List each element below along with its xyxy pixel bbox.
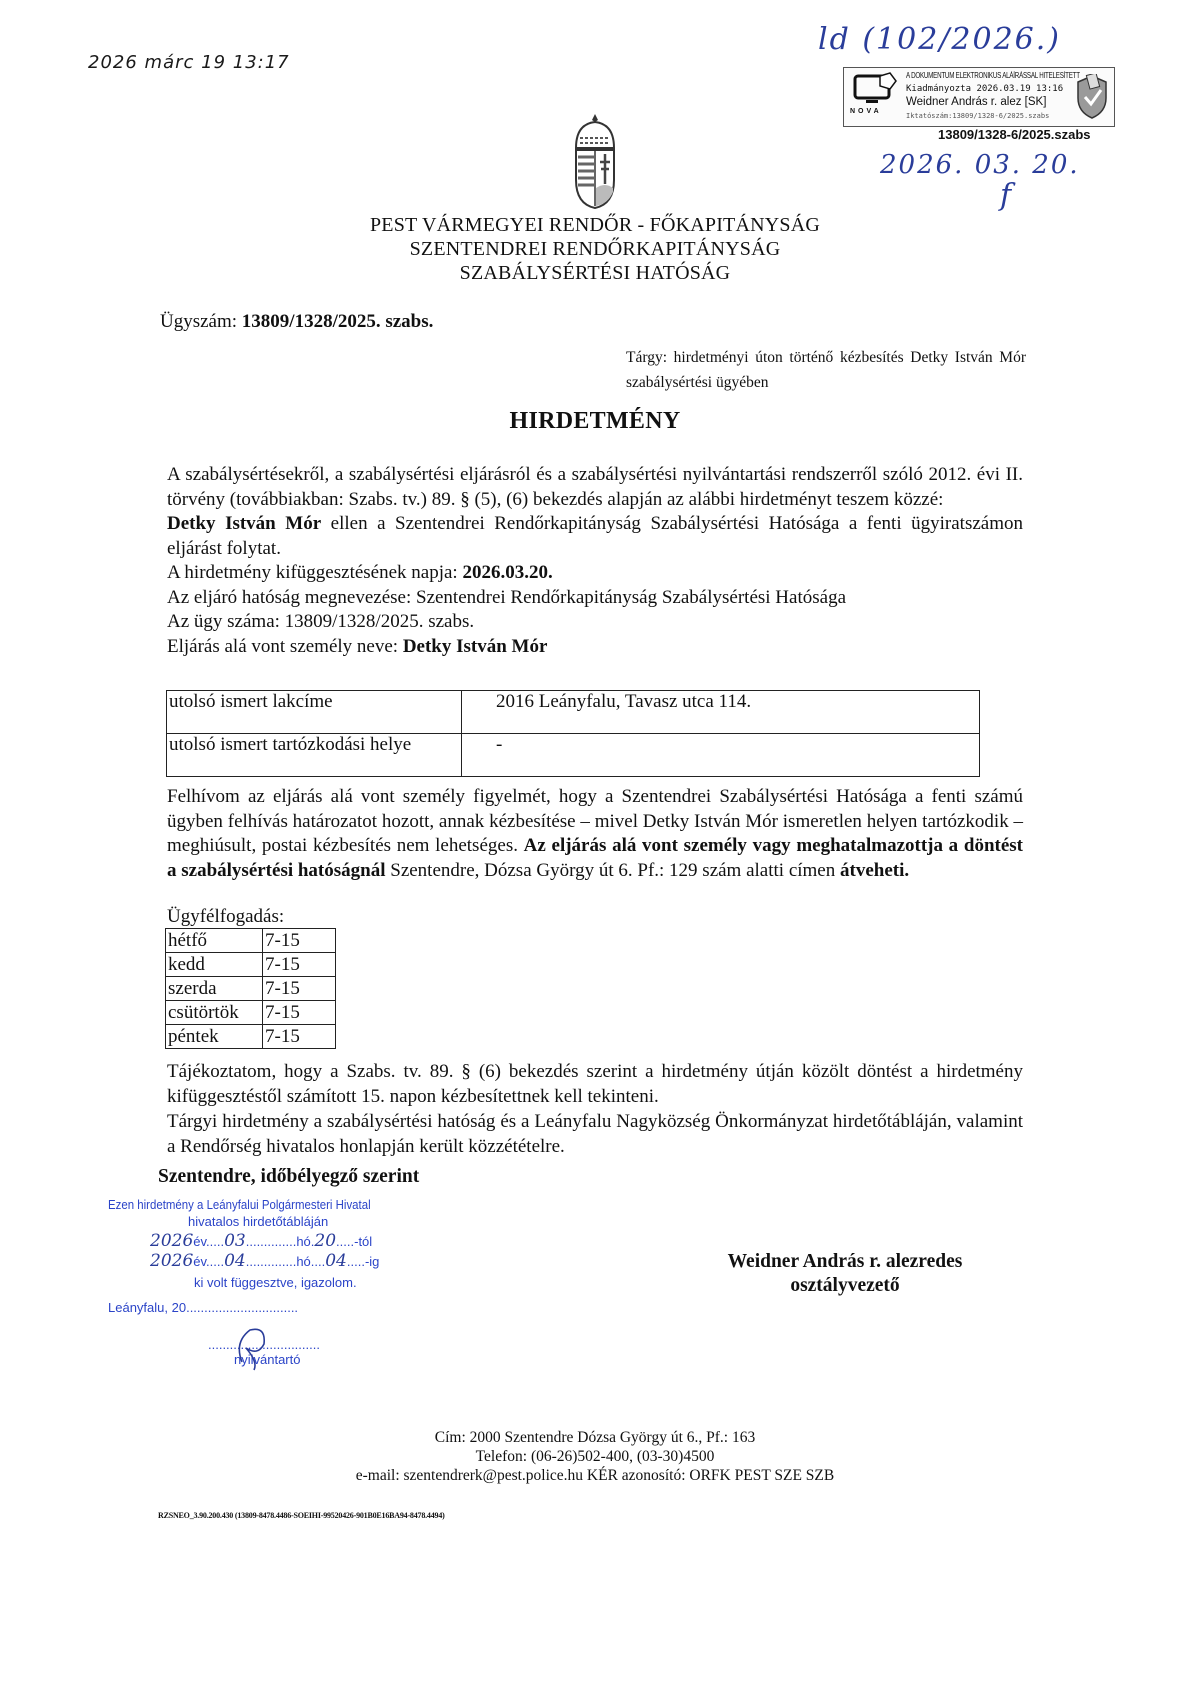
day-cell: péntek — [166, 1025, 263, 1049]
info-paragraph: Tájékoztatom, hogy a Szabs. tv. 89. § (6) bekezdés szerint a hirdetmény útján közölt döntést a hirdetmény kifüggesztéstől számított 15. napon kézbesítettnek kell tekinteni. — [167, 1061, 1023, 1107]
table-row — [167, 734, 980, 777]
stamp-to-year: 2026 — [150, 1251, 194, 1271]
person-name-value: Detky István Mór — [402, 635, 548, 657]
case-number-value: 13809/1328/2025. szabs. — [241, 311, 434, 332]
address-value-cell: 2016 Leányfalu, Tavasz utca 114. — [462, 691, 980, 734]
authority-line — [167, 586, 1023, 611]
table-row — [166, 1001, 336, 1025]
person-paragraph-text: ellen a Szentendrei Rendőrkapitányság Szabálysértési Hatósága a fenti ügyiratszámon eljárást folytat. — [167, 513, 1023, 559]
notice-text-2: Szentendre, Dózsa György út 6. Pf.: 129 szám alatti címen — [385, 859, 840, 881]
body-section — [167, 463, 1023, 659]
org-name-line1: PEST VÁRMEGYEI RENDŐR - FŐKAPITÁNYSÁG — [369, 214, 821, 236]
coat-of-arms-icon — [570, 112, 620, 210]
day-cell: kedd — [166, 953, 263, 977]
electronic-signature-stamp — [843, 67, 1115, 127]
handwritten-date-note: 2026. 03. 20. — [880, 150, 1080, 180]
footer-address: Cím: 2000 Szentendre Dózsa György út 6., Pf.: 163 — [434, 1429, 756, 1446]
stamp-from-day: 20 — [314, 1231, 337, 1251]
stamp-month-label: hó — [296, 1254, 311, 1269]
handwritten-reference-note: ld (102/2026.) — [818, 22, 1061, 57]
stamp-place-line: Leányfalu, 20............................... — [108, 1300, 299, 1315]
office-hours-table — [165, 928, 336, 1049]
stamp-line1: Ezen hirdetmény a Leányfalui Polgármesteri Hivatal — [108, 1197, 371, 1212]
footer-phone: Telefon: (06-26)502-400, (03-30)4500 — [475, 1448, 715, 1465]
day-cell: csütörtök — [166, 1001, 263, 1025]
stamp-to-day: 04 — [325, 1251, 347, 1271]
stamp-year-label: év — [193, 1254, 207, 1269]
monitor-logo-icon — [852, 72, 900, 108]
stamp-from-suffix: -tól — [354, 1234, 373, 1249]
day-cell: szerda — [166, 977, 263, 1001]
notice-text-bold: Az eljárás alá vont személy vagy meghatalmazottja a döntést a szabálysértési hatóságnál — [167, 835, 1023, 881]
person-name-line — [167, 635, 1023, 660]
stamp-to-month: 04 — [224, 1251, 246, 1271]
stamp-to-line: 2026év.....04..............hó....04.....-ig — [150, 1251, 380, 1271]
shield-check-icon — [1074, 74, 1110, 120]
stamp-from-month: 03 — [224, 1231, 246, 1251]
esig-header: A DOKUMENTUM ELEKTRONIKUS ALÁÍRÁSSAL HITELESÍTETT — [906, 71, 1080, 80]
footer-email: e-mail: szentendrerk@pest.police.hu KÉR azonosító: ORFK PEST SZE SZB — [355, 1467, 835, 1484]
notice-text-1: Felhívom az eljárás alá vont személy figyelmét, hogy a Szentendrei Szabálysértési Hatósága a fenti számú ügyben felhívás határozatot hozott, annak kézbesítése – mivel Detky István Mór ismeretlen helyen tartózkodik – meghiúsult, postai kézbesítés nem lehetséges. — [167, 786, 1023, 856]
stamp-role: nyilvántartó — [234, 1352, 301, 1367]
case-number-label: Ügyszám: — [160, 311, 242, 332]
document-code: RZSNEO_3.90.200.430 (13809-8478.4486-SOEIHI-99520426-901B0E16BA94-8478.4494) — [158, 1511, 445, 1520]
publication-paragraph: Tárgyi hirdetmény a szabálysértési hatóság és a Leányfalu Nagyközség Önkormányzat hirdetőtábláján, valamint a Rendőrség hivatalos honlapján került közzétételre. — [167, 1111, 1023, 1157]
document-id: 13809/1328-6/2025.szabs — [938, 127, 1091, 142]
person-name-label: Eljárás alá vont személy neve: — [167, 635, 403, 657]
subject-label: Tárgy: — [626, 349, 668, 366]
intro-paragraph: A szabálysértésekről, a szabálysértési eljárásról és a szabálysértési nyilvántartási rendszerről szóló 2012. évi II. törvény (továbbiakban: Szabs. tv.) 89. § (5), (6) bekezdés alapján az alábbi hirdetményt teszem közzé: — [167, 464, 1023, 510]
person-name-bold: Detky István Mór — [167, 513, 322, 534]
authority-label: Az eljáró hatóság megnevezése: — [167, 586, 416, 608]
signer-name: Weidner András r. alezredes — [727, 1251, 963, 1272]
residence-label-cell: utolsó ismert tartózkodási helye — [167, 734, 462, 777]
esig-issued: Kiadmányozta 2026.03.19 13:16 — [906, 84, 1064, 94]
address-label-cell: utolsó ismert lakcíme — [167, 691, 462, 734]
hours-cell: 7-15 — [263, 1025, 336, 1049]
table-row — [166, 953, 336, 977]
notice-paragraph — [167, 785, 1023, 883]
case-value: 13809/1328/2025. szabs. — [284, 611, 475, 632]
authority-value: Szentendrei Rendőrkapitányság Szabálysértési Hatósága — [416, 586, 846, 608]
nova-logo-text: NOVA — [850, 108, 882, 115]
stamp-from-line: 2026év.....03..............hó.20.....-tól — [150, 1231, 373, 1251]
table-row — [166, 977, 336, 1001]
office-hours-label: Ügyfélfogadás: — [167, 906, 285, 927]
posting-stamp — [108, 1197, 448, 1367]
stamp-place: Leányfalu, 20 — [108, 1300, 187, 1315]
posting-date-line — [167, 561, 1023, 586]
notice-text-bold-2: átveheti. — [840, 859, 910, 881]
posting-date-label: A hirdetmény kifüggesztésének napja: — [167, 562, 463, 583]
esig-signer: Weidner András r. alez [SK] — [906, 96, 1047, 108]
table-row — [166, 1025, 336, 1049]
place-and-date: Szentendre, időbélyegző szerint — [158, 1166, 420, 1187]
document-title: HIRDETMÉNY — [509, 408, 681, 434]
hours-cell: 7-15 — [263, 953, 336, 977]
person-paragraph — [167, 512, 1023, 561]
handwritten-receipt-timestamp: 2026 márc 19 13:17 — [88, 52, 290, 73]
stamp-from-year: 2026 — [150, 1231, 194, 1251]
org-name-line2: SZENTENDREI RENDŐRKAPITÁNYSÁG — [409, 238, 781, 260]
hours-cell: 7-15 — [263, 977, 336, 1001]
stamp-dots: ............................... — [208, 1337, 320, 1352]
hours-cell: 7-15 — [263, 1001, 336, 1025]
stamp-year-label: év — [193, 1234, 207, 1249]
posting-date-value: 2026.03.20. — [462, 562, 553, 583]
hours-cell: 7-15 — [263, 929, 336, 953]
case-number — [160, 311, 433, 333]
stamp-line5: ki volt függesztve, igazolom. — [194, 1275, 357, 1290]
signer-title: osztályvezető — [790, 1275, 900, 1296]
stamp-line2: hivatalos hirdetőtábláján — [188, 1214, 329, 1229]
day-cell: hétfő — [166, 929, 263, 953]
stamp-month-label: hó — [296, 1234, 311, 1249]
case-label: Az ügy száma: — [167, 611, 285, 632]
case-line — [167, 610, 1023, 635]
subject-block — [626, 345, 1026, 395]
subject-text: hirdetményi úton történő kézbesítés Detky István Mór szabálysértési ügyében — [626, 349, 1026, 391]
handwritten-signature-scribble — [228, 1322, 278, 1372]
org-name-line3: SZABÁLYSÉRTÉSI HATÓSÁG — [459, 262, 731, 284]
table-row — [167, 691, 980, 734]
address-table — [166, 690, 980, 777]
handwritten-initial: f — [1000, 178, 1012, 213]
residence-value-cell: - — [462, 734, 980, 777]
esig-registry: Iktatószám:13809/1328-6/2025.szabs — [906, 112, 1050, 120]
table-row — [166, 929, 336, 953]
stamp-to-suffix: -ig — [364, 1254, 380, 1269]
